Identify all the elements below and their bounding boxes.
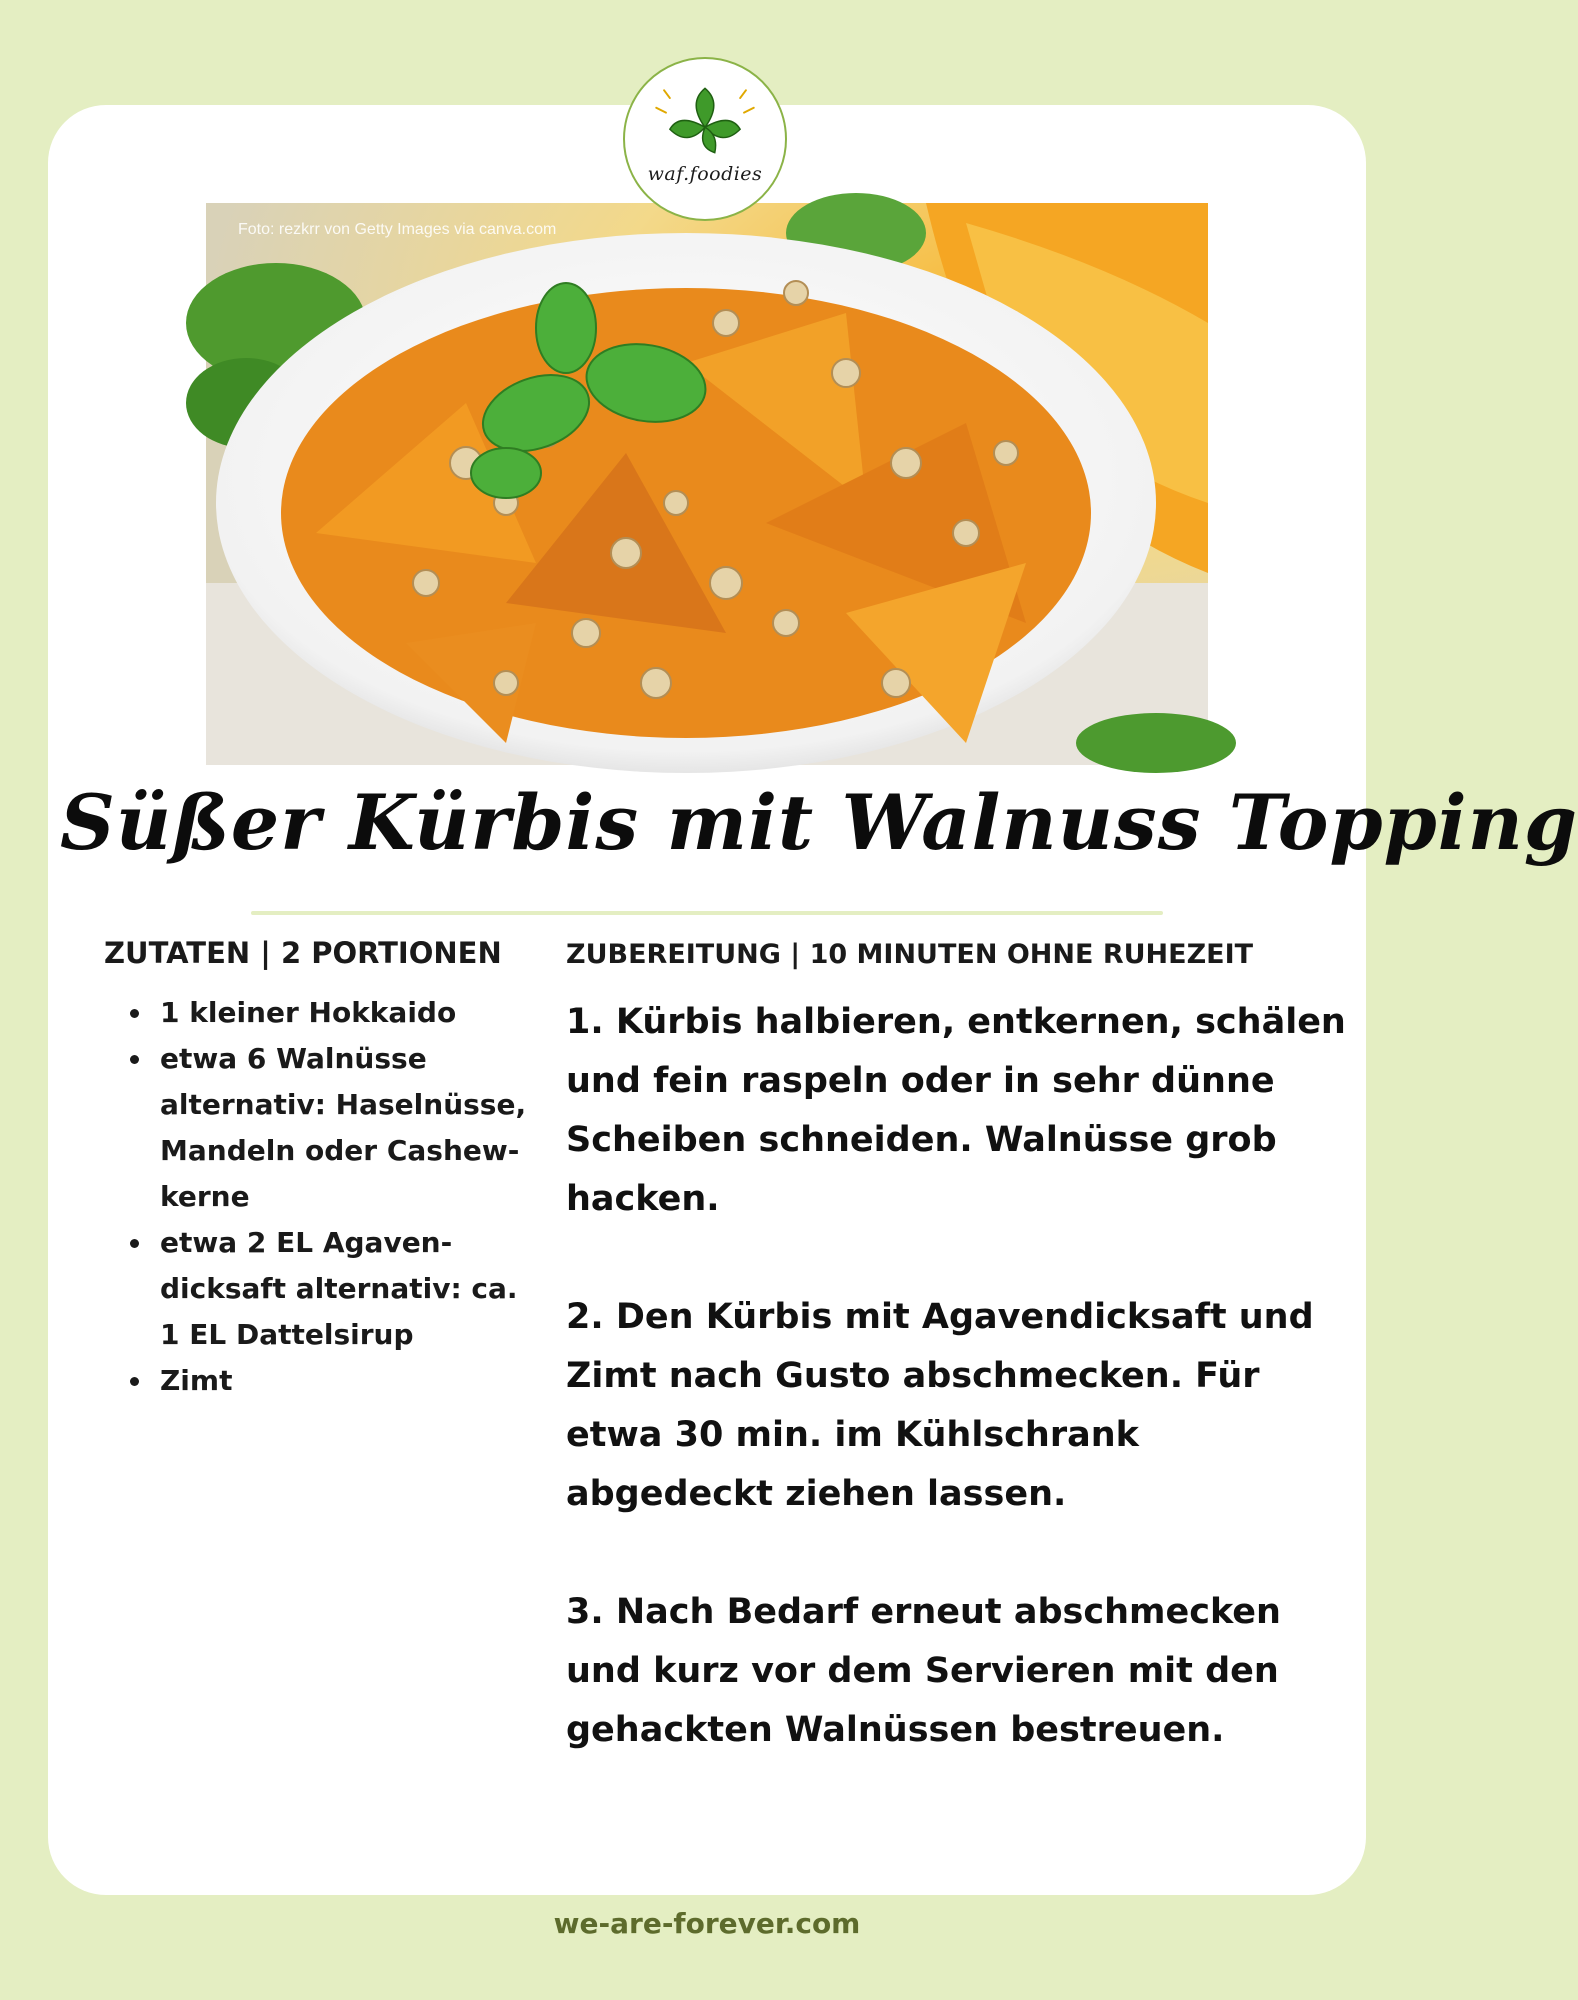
photo-credit: Foto: rezkrr von Getty Images via canva.com xyxy=(238,221,557,238)
title-divider xyxy=(251,911,1163,915)
preparation-heading: ZUBEREITUNG | 10 MINUTEN OHNE RUHEZEIT xyxy=(566,939,1254,970)
footer-website[interactable]: we-are-forever.com xyxy=(553,1907,861,1940)
ingredient-item: etwa 2 EL Agaven-dicksaft alternativ: ca. 1 EL Dattelsirup xyxy=(160,1220,540,1358)
ingredient-item: Zimt xyxy=(160,1358,540,1404)
brand-logo xyxy=(623,57,787,221)
ingredient-item: etwa 6 Walnüsse alternativ: Haselnüsse, Mandeln oder Cashew-kerne xyxy=(160,1036,540,1220)
ingredients-list xyxy=(160,990,540,1404)
preparation-steps xyxy=(566,993,1346,1819)
ingredients-heading: ZUTATEN | 2 PORTIONEN xyxy=(104,936,502,970)
recipe-photo xyxy=(206,203,1208,765)
basil-leaf-icon xyxy=(625,59,785,219)
brand-name: waf.foodies xyxy=(647,163,763,185)
pumpkin-dish-image xyxy=(206,203,1208,765)
preparation-step: 1. Kürbis halbieren, entkernen, schälen und fein raspeln oder in sehr dünne Scheiben schneiden. Walnüsse grob hacken. xyxy=(566,1002,1346,1219)
ingredient-item: 1 kleiner Hokkaido xyxy=(160,990,540,1036)
preparation-step: 3. Nach Bedarf erneut abschmecken und kurz vor dem Servieren mit den gehackten Walnüssen bestreuen. xyxy=(566,1592,1281,1750)
recipe-title: Süßer Kürbis mit Walnuss Topping xyxy=(60,778,1578,867)
preparation-step: 2. Den Kürbis mit Agavendicksaft und Zimt nach Gusto abschmecken. Für etwa 30 min. im Kühlschrank abgedeckt ziehen lassen. xyxy=(566,1297,1314,1514)
